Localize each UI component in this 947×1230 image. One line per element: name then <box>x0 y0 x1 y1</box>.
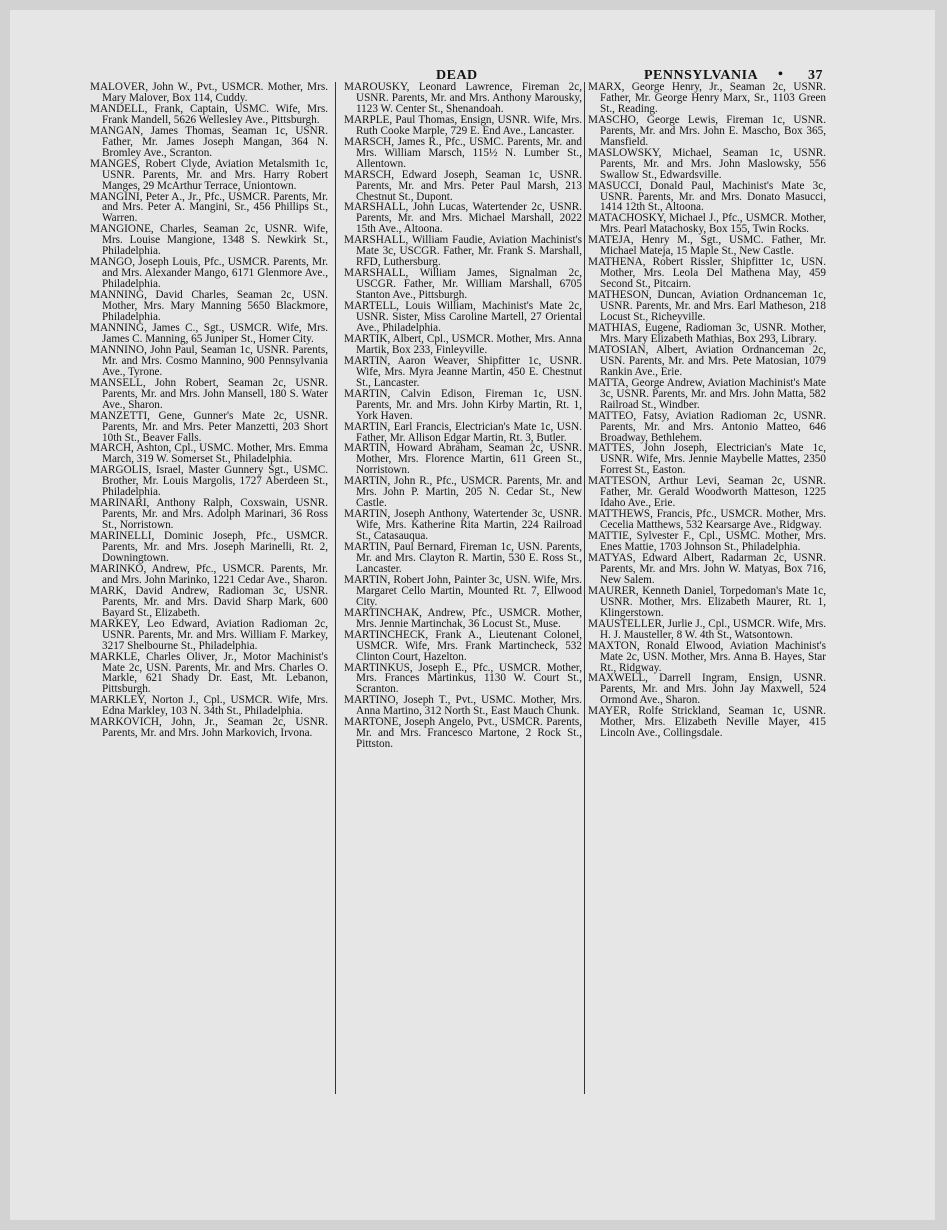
casualty-entry: MARTIN, Earl Francis, Electrician's Mate 1c, USN. Father, Mr. Allison Edgar Martin, Rt. 3, Butler. <box>344 420 582 444</box>
casualty-entry: MARSCH, James R., Pfc., USMC. Parents, Mr. and Mrs. William Marsch, 115½ N. Lumber St., Allentown. <box>344 135 582 170</box>
casualty-entry: MASCHO, George Lewis, Fireman 1c, USNR. Parents, Mr. and Mrs. John E. Mascho, Box 365, Mansfield. <box>588 113 826 148</box>
casualty-entry: MARTINO, Joseph T., Pvt., USMC. Mother, Mrs. Anna Martino, 312 North St., East Mauch Chunk. <box>344 694 582 718</box>
casualty-entry: MATACHOSKY, Michael J., Pfc., USMCR. Mother, Mrs. Pearl Matachosky, Box 155, Twin Rocks. <box>588 212 826 236</box>
casualty-entry: MANDELL, Frank, Captain, USMC. Wife, Mrs. Frank Mandell, 5626 Wellesley Ave., Pittsburgh. <box>90 102 328 126</box>
casualty-entry: MAXWELL, Darrell Ingram, Ensign, USNR. Parents, Mr. and Mrs. John Jay Maxwell, 524 Ormond Ave., Sharon. <box>588 672 826 707</box>
casualty-entry: MASLOWSKY, Michael, Seaman 1c, USNR. Parents, Mr. and Mrs. John Maslowsky, 556 Swallow St., Edwardsville. <box>588 146 826 181</box>
page-number: 37 <box>808 68 823 83</box>
casualty-entry: MANSELL, John Robert, Seaman 2c, USNR. Parents, Mr. and Mrs. John Mansell, 180 S. Water Ave., Sharon. <box>90 376 328 411</box>
casualty-entry: MARK, David Andrew, Radioman 3c, USNR. Parents, Mr. and Mrs. David Sharp Mark, 600 Bayard St., Elizabeth. <box>90 584 328 619</box>
casualty-entry: MATTHEWS, Francis, Pfc., USMCR. Mother, Mrs. Cecelia Matthews, 532 Kearsarge Ave., Ridgway. <box>588 508 826 532</box>
casualty-entry: MANNING, James C., Sgt., USMCR. Wife, Mrs. James C. Manning, 65 Juniper St., Homer City. <box>90 321 328 345</box>
casualty-entry: MANGINI, Peter A., Jr., Pfc., USMCR. Parents, Mr. and Mrs. Peter A. Mangini, Sr., 456 Phillips St., Warren. <box>90 190 328 225</box>
casualty-entry: MARINKO, Andrew, Pfc., USMCR. Parents, Mr. and Mrs. John Marinko, 1221 Cedar Ave., Sharon. <box>90 562 328 586</box>
casualty-entry: MALOVER, John W., Pvt., USMCR. Mother, Mrs. Mary Malover, Box 114, Cuddy. <box>90 81 328 104</box>
casualty-entry: MATHENA, Robert Rissler, Shipfitter 1c, USN. Mother, Mrs. Leola Del Mathena May, 459 Second St., Pitcairn. <box>588 256 826 291</box>
casualty-entry: MARTONE, Joseph Angelo, Pvt., USMCR. Parents, Mr. and Mrs. Francesco Martone, 2 Rock St., Pittston. <box>344 716 582 751</box>
casualty-entry: MAUSTELLER, Jurlie J., Cpl., USMCR. Wife, Mrs. H. J. Mausteller, 8 W. 4th St., Watsontown. <box>588 617 826 641</box>
casualty-entry: MARSHALL, William Faudie, Aviation Machinist's Mate 3c, USCGR. Father, Mr. Frank S. Marshall, RFD, Luthersburg. <box>344 234 582 269</box>
casualty-entry: MANGES, Robert Clyde, Aviation Metalsmith 1c, USNR. Parents, Mr. and Mrs. Harry Robert Manges, 29 McArthur Terrace, Uniontown. <box>90 157 328 192</box>
casualty-entry: MANZETTI, Gene, Gunner's Mate 2c, USNR. Parents, Mr. and Mrs. Peter Manzetti, 203 Short 10th St., Beaver Falls. <box>90 409 328 444</box>
section-title: DEAD <box>436 68 478 83</box>
casualty-entry: MARCH, Ashton, Cpl., USMC. Mother, Mrs. Emma March, 319 W. Somerset St., Philadelphia. <box>90 442 328 466</box>
casualty-entry: MARSHALL, William James, Signalman 2c, USCGR. Father, Mr. William Marshall, 6705 Stanton Ave., Pittsburgh. <box>344 267 582 302</box>
casualty-entry: MARKLEY, Norton J., Cpl., USMCR. Wife, Mrs. Edna Markley, 103 N. 34th St., Philadelphia. <box>90 694 328 718</box>
header-bullet: • <box>778 67 784 82</box>
casualty-entry: MATOSIAN, Albert, Aviation Ordnanceman 2c, USN. Parents, Mr. and Mrs. Pete Matosian, 1079 Rankin Ave., Erie. <box>588 343 826 378</box>
casualty-entry: MATYAS, Edward Albert, Radarman 2c, USNR. Parents, Mr. and Mrs. John W. Matyas, Box 716, New Salem. <box>588 551 826 586</box>
casualty-entry: MARTIN, Aaron Weaver, Shipfitter 1c, USNR. Wife, Mrs. Myra Jeanne Martin, 450 E. Chestnut St., Lancaster. <box>344 354 582 389</box>
casualty-entry: MARSCH, Edward Joseph, Seaman 1c, USNR. Parents, Mr. and Mrs. Peter Paul Marsh, 213 Chestnut St., Dupont. <box>344 168 582 203</box>
casualty-entry: MARPLE, Paul Thomas, Ensign, USNR. Wife, Mrs. Ruth Cooke Marple, 729 E. End Ave., Lancaster. <box>344 113 582 137</box>
casualty-entry: MATTES, John Joseph, Electrician's Mate 1c, USNR. Wife, Mrs. Jennie Maybelle Mattes, 2350 Forrest St., Easton. <box>588 442 826 477</box>
casualty-entry: MATTA, George Andrew, Aviation Machinist's Mate 3c, USNR. Parents, Mr. and Mrs. John Matta, 582 Railroad St., Windber. <box>588 376 826 411</box>
casualty-entry: MARTIN, Calvin Edison, Fireman 1c, USN. Parents, Mr. and Mrs. John Kirby Martin, Rt. 1, York Haven. <box>344 387 582 422</box>
state-title: PENNSYLVANIA <box>644 68 759 83</box>
casualty-entry: MARTINCHAK, Andrew, Pfc., USMCR. Mother, Mrs. Jennie Martinchak, 36 Locust St., Muse. <box>344 606 582 630</box>
casualty-entry: MANGAN, James Thomas, Seaman 1c, USNR. Father, Mr. James Joseph Mangan, 364 N. Bromley Ave., Scranton. <box>90 124 328 159</box>
casualty-entry: MARX, George Henry, Jr., Seaman 2c, USNR. Father, Mr. George Henry Marx, Sr., 1103 Green St., Reading. <box>588 81 826 115</box>
casualty-entry: MATTIE, Sylvester F., Cpl., USMC. Mother, Mrs. Enes Mattie, 1703 Johnson St., Philadelphia. <box>588 530 826 554</box>
casualty-entry: MARTINKUS, Joseph E., Pfc., USMCR. Mother, Mrs. Frances Martinkus, 1130 W. Court St., Scranton. <box>344 661 582 696</box>
casualty-entry: MARGOLIS, Israel, Master Gunnery Sgt., USMC. Brother, Mr. Louis Margolis, 1727 Aberdeen St., Philadelphia. <box>90 464 328 499</box>
casualty-entry: MAXTON, Ronald Elwood, Aviation Machinist's Mate 2c, USN. Mother, Mrs. Anna B. Hayes, Star Rt., Ridgway. <box>588 639 826 674</box>
casualty-entry: MARTELL, Louis William, Machinist's Mate 2c, USNR. Sister, Miss Caroline Martell, 27 Oriental Ave., Philadelphia. <box>344 300 582 334</box>
casualty-entry: MARKLE, Charles Oliver, Jr., Motor Machinist's Mate 2c, USN. Parents, Mr. and Mrs. Charles O. Markle, 621 Shady Dr. East, Mt. Lebanon, Pittsburgh. <box>90 650 328 696</box>
column-3 <box>588 82 826 739</box>
casualty-entry: MANNING, David Charles, Seaman 2c, USN. Mother, Mrs. Mary Manning 5650 Blackmore, Philadelphia. <box>90 289 328 324</box>
casualty-entry: MANGIONE, Charles, Seaman 2c, USNR. Wife, Mrs. Louise Mangione, 1348 S. Newkirk St., Philadelphia. <box>90 223 328 258</box>
column-divider <box>584 82 585 1094</box>
casualty-entry: MATHIAS, Eugene, Radioman 3c, USNR. Mother, Mrs. Mary Elizabeth Mathias, Box 293, Library. <box>588 321 826 345</box>
casualty-entry: MARTIN, Robert John, Painter 3c, USN. Wife, Mrs. Margaret Cello Martin, Mounted Rt. 7, Ellwood City. <box>344 573 582 608</box>
casualty-entry: MATEJA, Henry M., Sgt., USMC. Father, Mr. Michael Mateja, 15 Maple St., New Castle. <box>588 234 826 258</box>
casualty-entry: MAYER, Rolfe Strickland, Seaman 1c, USNR. Mother, Mrs. Elizabeth Neville Mayer, 415 Lincoln Ave., Collingsdale. <box>588 705 826 740</box>
column-2 <box>344 82 582 750</box>
casualty-entry: MASUCCI, Donald Paul, Machinist's Mate 3c, USNR. Parents, Mr. and Mrs. Donato Masucci, 1414 12th St., Altoona. <box>588 179 826 214</box>
casualty-entry: MARTIN, Howard Abraham, Seaman 2c, USNR. Mother, Mrs. Florence Martin, 611 Green St., Norristown. <box>344 442 582 477</box>
casualty-entry: MAROUSKY, Leonard Lawrence, Fireman 2c, USNR. Parents, Mr. and Mrs. Anthony Marousky, 1123 W. Center St., Shenandoah. <box>344 81 582 115</box>
casualty-entry: MATTESON, Arthur Levi, Seaman 2c, USNR. Father, Mr. Gerald Woodworth Matteson, 1225 Idaho Ave., Erie. <box>588 475 826 510</box>
casualty-entry: MARKEY, Leo Edward, Aviation Radioman 2c, USNR. Parents, Mr. and Mrs. William F. Markey, 3217 Shelbourne St., Philadelphia. <box>90 617 328 652</box>
casualty-entry: MAURER, Kenneth Daniel, Torpedoman's Mate 1c, USNR. Mother, Mrs. Elizabeth Maurer, Rt. 1, Klingerstown. <box>588 584 826 619</box>
casualty-entry: MARTIN, Joseph Anthony, Watertender 3c, USNR. Wife, Mrs. Katherine Rita Martin, 224 Railroad St., Catasauqua. <box>344 508 582 543</box>
casualty-entry: MANNINO, John Paul, Seaman 1c, USNR. Parents, Mr. and Mrs. Cosmo Mannino, 900 Pennsylvania Ave., Tyrone. <box>90 343 328 378</box>
column-divider <box>335 82 336 1094</box>
casualty-entry: MARINARI, Anthony Ralph, Coxswain, USNR. Parents, Mr. and Mrs. Adolph Marinari, 36 Ross St., Norristown. <box>90 497 328 532</box>
casualty-entry: MARKOVICH, John, Jr., Seaman 2c, USNR. Parents, Mr. and Mrs. John Markovich, Irvona. <box>90 716 328 740</box>
casualty-entry: MATHESON, Duncan, Aviation Ordnanceman 1c, USNR. Parents, Mr. and Mrs. Earl Matheson, 218 Locust St., Richeyville. <box>588 289 826 324</box>
casualty-entry: MARINELLI, Dominic Joseph, Pfc., USMCR. Parents, Mr. and Mrs. Joseph Marinelli, Rt. 2, Downingtown. <box>90 530 328 564</box>
casualty-entry: MANGO, Joseph Louis, Pfc., USMCR. Parents, Mr. and Mrs. Alexander Mango, 6171 Glenmore Ave., Philadelphia. <box>90 256 328 291</box>
casualty-entry: MARSHALL, John Lucas, Watertender 2c, USNR. Parents, Mr. and Mrs. Michael Marshall, 2022 15th Ave., Altoona. <box>344 201 582 236</box>
casualty-entry: MATTEO, Fatsy, Aviation Radioman 2c, USNR. Parents, Mr. and Mrs. Antonio Matteo, 646 Broadway, Bethlehem. <box>588 409 826 444</box>
column-1 <box>90 82 328 739</box>
casualty-entry: MARTIK, Albert, Cpl., USMCR. Mother, Mrs. Anna Martik, Box 233, Finleyville. <box>344 332 582 356</box>
document-page <box>10 10 935 1220</box>
casualty-entry: MARTIN, John R., Pfc., USMCR. Parents, Mr. and Mrs. John P. Martin, 205 N. Cedar St., New Castle. <box>344 475 582 510</box>
casualty-entry: MARTIN, Paul Bernard, Fireman 1c, USN. Parents, Mr. and Mrs. Clayton R. Martin, 530 E. Ross St., Lancaster. <box>344 541 582 575</box>
casualty-entry: MARTINCHECK, Frank A., Lieutenant Colonel, USMCR. Wife, Mrs. Frank Martincheck, 532 Clinton Court, Hazelton. <box>344 628 582 663</box>
